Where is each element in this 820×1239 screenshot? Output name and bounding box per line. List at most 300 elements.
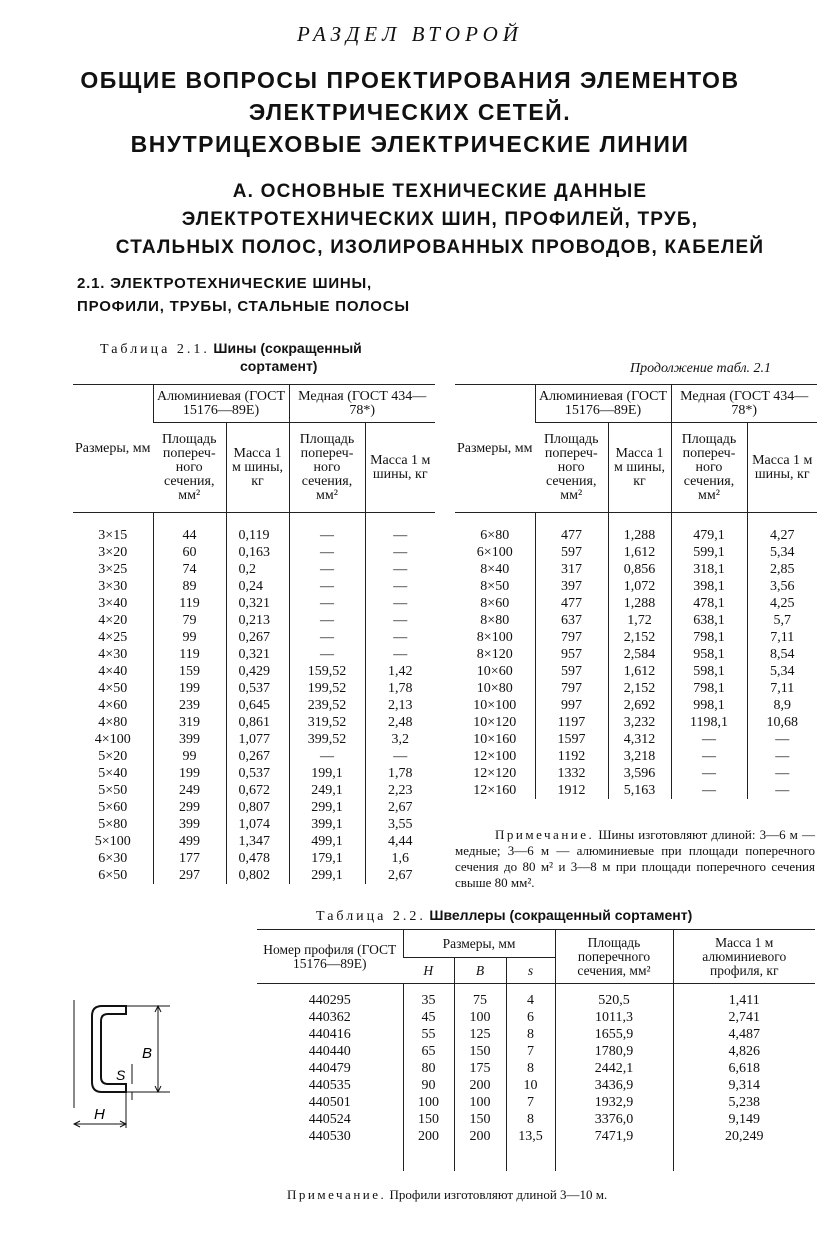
table-cell: 0,321 [226, 595, 289, 612]
table-cell: — [289, 748, 365, 765]
table-cell-spacer [365, 513, 435, 527]
table-cell: — [289, 646, 365, 663]
table-cell: 249,1 [289, 782, 365, 799]
table-cell: 100 [403, 1094, 454, 1111]
table-cell: 74 [153, 561, 226, 578]
table-cell: — [671, 748, 747, 765]
table-cell: 499,1 [289, 833, 365, 850]
table-cell: 399,1 [289, 816, 365, 833]
table-cell: 477 [535, 527, 608, 544]
table-cell: — [365, 578, 435, 595]
table-cell: 318,1 [671, 561, 747, 578]
table-cell-spacer [506, 1145, 555, 1171]
table-cell: 150 [403, 1111, 454, 1128]
table-cell: 0,478 [226, 850, 289, 867]
col-mass: Масса 1 м шины, кг [365, 423, 435, 513]
col-mass: Масса 1 м шины, кг [226, 423, 289, 513]
table-cell: 478,1 [671, 595, 747, 612]
table-row [455, 629, 817, 646]
table-cell: 199 [153, 765, 226, 782]
heading-line: ОБЩИЕ ВОПРОСЫ ПРОЕКТИРОВАНИЯ ЭЛЕМЕНТОВ [80, 67, 740, 93]
table-cell: 89 [153, 578, 226, 595]
table-cell: 399 [153, 731, 226, 748]
table-cell: 6×50 [98, 867, 128, 883]
table-cell: 6 [506, 1009, 555, 1026]
table-cell: 317 [535, 561, 608, 578]
table-cell: 100 [454, 1009, 506, 1026]
table-cell: 7 [506, 1094, 555, 1111]
table-cell: 0,807 [226, 799, 289, 816]
table-cell: 957 [535, 646, 608, 663]
table-cell: 797 [535, 680, 608, 697]
table-cell: 90 [403, 1077, 454, 1094]
table-cell: 0,537 [226, 680, 289, 697]
table-cell: 0,672 [226, 782, 289, 799]
col-s: s [506, 958, 555, 984]
table-cell: 299,1 [289, 799, 365, 816]
table-cell: 5×40 [98, 765, 128, 781]
table-cell: 0,645 [226, 697, 289, 714]
table-cell: — [289, 578, 365, 595]
table-cell-spacer [257, 1145, 403, 1171]
table-cell: 440479 [308, 1060, 351, 1076]
table-cell-spacer [673, 984, 815, 992]
table-row [257, 1077, 815, 1094]
table-cell: 1,288 [608, 595, 671, 612]
table-cell: 4,826 [673, 1043, 815, 1060]
table-cell: 35 [403, 992, 454, 1009]
table-cell: 399 [153, 816, 226, 833]
table-cell-spacer [506, 984, 555, 992]
table-cell: 1,347 [226, 833, 289, 850]
table1-continuation: Продолжение табл. 2.1 [630, 361, 772, 376]
table-cell: 200 [454, 1128, 506, 1145]
col-h: H [403, 958, 454, 984]
col-area: Площадь попереч- ного сечения, мм² [535, 423, 608, 513]
table-cell: 479,1 [671, 527, 747, 544]
table-cell: 3,2 [365, 731, 435, 748]
table-cell: 10×120 [473, 714, 517, 730]
table-cell: 159,52 [289, 663, 365, 680]
table-cell: 1198,1 [671, 714, 747, 731]
table1-caption-prefix: Таблица 2.1. [100, 342, 210, 357]
table-cell: — [747, 782, 817, 799]
table-cell: — [671, 782, 747, 799]
table-cell-spacer [555, 984, 673, 992]
table-cell: — [365, 629, 435, 646]
table-cell: — [365, 561, 435, 578]
table-cell: 1197 [535, 714, 608, 731]
col-mass: Масса 1 м шины, кг [608, 423, 671, 513]
table-cell-spacer [153, 513, 226, 527]
table-cell: 1,612 [608, 544, 671, 561]
table-row [257, 1094, 815, 1111]
table-cell: 150 [454, 1043, 506, 1060]
table-cell-spacer [403, 1145, 454, 1171]
table-cell: 199,1 [289, 765, 365, 782]
table-row [73, 850, 435, 867]
section-label: РАЗДЕЛ ВТОРОЙ [297, 22, 523, 46]
chapter-heading [0, 64, 820, 160]
table-cell: 440501 [308, 1094, 351, 1110]
table-cell: 12×120 [473, 765, 517, 781]
table-cell: 5×100 [94, 833, 131, 849]
col-group-al: Алюминиевая (ГОСТ 15176—89Е) [153, 385, 289, 423]
table-row [257, 1026, 815, 1043]
table-row [455, 731, 817, 748]
table-cell: 3×15 [98, 527, 128, 543]
table-cell: 8×80 [480, 612, 510, 628]
table-row [455, 680, 817, 697]
dimension-b-label: B [142, 1045, 153, 1062]
table-cell: 239,52 [289, 697, 365, 714]
heading-line: ВНУТРИЦЕХОВЫЕ ЭЛЕКТРИЧЕСКИЕ ЛИНИИ [130, 131, 690, 157]
table-cell-spacer [226, 513, 289, 527]
table-row [455, 544, 817, 561]
table1-caption-title: Шины (сокращенный [213, 340, 362, 356]
table-cell: 397 [535, 578, 608, 595]
table-cell: — [747, 748, 817, 765]
table-cell-spacer [673, 1145, 815, 1171]
table-cell: 9,314 [673, 1077, 815, 1094]
table-cell: 2,48 [365, 714, 435, 731]
table-cell: 2,692 [608, 697, 671, 714]
table-cell: 1,074 [226, 816, 289, 833]
table-cell: 637 [535, 612, 608, 629]
table-cell: — [671, 765, 747, 782]
table-cell: 4×80 [98, 714, 128, 730]
table-cell: 79 [153, 612, 226, 629]
table-row [455, 561, 817, 578]
table-cell: 1192 [535, 748, 608, 765]
table-cell: 199 [153, 680, 226, 697]
table-cell: 20,249 [673, 1128, 815, 1145]
table-cell: 177 [153, 850, 226, 867]
table-cell: 4,27 [747, 527, 817, 544]
col-area: Площадь поперечного сечения, мм² [555, 930, 673, 984]
table-row [455, 595, 817, 612]
table-cell: 5×20 [98, 748, 128, 764]
table-cell: 3,56 [747, 578, 817, 595]
table-cell: 8×120 [476, 646, 513, 662]
table-cell: 440416 [308, 1026, 351, 1042]
table-cell: 440295 [308, 992, 351, 1008]
subheading-line: А. ОСНОВНЫЕ ТЕХНИЧЕСКИЕ ДАННЫЕ [232, 181, 648, 202]
table-cell: 0,119 [226, 527, 289, 544]
table-cell: 997 [535, 697, 608, 714]
table2-caption-prefix: Таблица 2.2. [316, 909, 426, 924]
table1-caption [100, 340, 362, 376]
table-cell: 13,5 [506, 1128, 555, 1145]
table-row [73, 629, 435, 646]
table2-caption [316, 907, 692, 925]
table2 [257, 929, 815, 1171]
table-cell: 440362 [308, 1009, 351, 1025]
col-area: Площадь попереч- ного сечения, мм² [289, 423, 365, 513]
table2-note-text: Профили изготовляют длиной 3—10 м. [389, 1187, 608, 1202]
subheading-line: СТАЛЬНЫХ ПОЛОС, ИЗОЛИРОВАННЫХ ПРОВОДОВ, КАБЕЛЕЙ [115, 237, 765, 258]
table-cell: 6×80 [480, 527, 510, 543]
table-cell: 520,5 [555, 992, 673, 1009]
table-cell: 4×25 [98, 629, 128, 645]
table-row [73, 595, 435, 612]
table-cell: 99 [153, 629, 226, 646]
table-row [455, 714, 817, 731]
table-cell: 3×25 [98, 561, 128, 577]
table-cell: 0,163 [226, 544, 289, 561]
table-cell: 597 [535, 544, 608, 561]
table-cell: 179,1 [289, 850, 365, 867]
table-cell: 1932,9 [555, 1094, 673, 1111]
dimension-s-label: S [116, 1067, 126, 1083]
table-cell: 0,267 [226, 748, 289, 765]
table-cell: 4×20 [98, 612, 128, 628]
table-cell: 1,78 [365, 765, 435, 782]
table-cell: 12×100 [473, 748, 517, 764]
table-row [455, 782, 817, 799]
table-cell: — [289, 527, 365, 544]
table-cell: 55 [403, 1026, 454, 1043]
heading-line: ЭЛЕКТРИЧЕСКИХ СЕТЕЙ. [248, 99, 572, 125]
table-cell: 8 [506, 1060, 555, 1077]
table-cell: 798,1 [671, 629, 747, 646]
table-row [257, 1009, 815, 1026]
table-cell: 0,802 [226, 867, 289, 884]
table-cell: 7 [506, 1043, 555, 1060]
table-row [73, 833, 435, 850]
table-cell: 1597 [535, 731, 608, 748]
table-row [257, 1043, 815, 1060]
table-cell: 7,11 [747, 680, 817, 697]
table-cell: 8×100 [476, 629, 513, 645]
col-mass: Масса 1 м алюминиевого профиля, кг [673, 930, 815, 984]
table1-note [455, 827, 815, 891]
table-row [73, 527, 435, 544]
table-cell: 10×100 [473, 697, 517, 713]
table-cell: — [365, 646, 435, 663]
table-cell: — [289, 561, 365, 578]
table-cell: 100 [454, 1094, 506, 1111]
table-cell: 5,7 [747, 612, 817, 629]
table-row [257, 1128, 815, 1145]
table-row [73, 561, 435, 578]
table-cell: 798,1 [671, 680, 747, 697]
table-cell: 597 [535, 663, 608, 680]
table-row [73, 782, 435, 799]
table-cell: 4,44 [365, 833, 435, 850]
table-cell-spacer [535, 513, 608, 527]
table-row [455, 748, 817, 765]
table-cell: 0,861 [226, 714, 289, 731]
table-cell: 599,1 [671, 544, 747, 561]
table1-note-text: Шины изготовляют длиной: 3—6 м — медные; 3—6 м — алюминиевые при площади поперечного сечения до 80 м² и 3—8 м при площади поперечного сечения свыше 80 мм². [455, 827, 815, 890]
table-cell: 60 [153, 544, 226, 561]
table-cell: 1,288 [608, 527, 671, 544]
table-cell: — [365, 748, 435, 765]
table-cell-spacer [289, 513, 365, 527]
table-cell: 319,52 [289, 714, 365, 731]
table-cell: 1,072 [608, 578, 671, 595]
table-cell: 125 [454, 1026, 506, 1043]
table-cell: 5,34 [747, 544, 817, 561]
table1-left [73, 384, 435, 884]
table-cell: 175 [454, 1060, 506, 1077]
table-cell-spacer [555, 1145, 673, 1171]
table-cell: 1,6 [365, 850, 435, 867]
table-cell: 4×30 [98, 646, 128, 662]
table-row [455, 578, 817, 595]
table-cell: 0,429 [226, 663, 289, 680]
table-cell: 3376,0 [555, 1111, 673, 1128]
table-cell: 319 [153, 714, 226, 731]
table-cell: 440535 [308, 1077, 351, 1093]
col-size: Размеры, мм [73, 385, 153, 513]
table-cell: 10×60 [476, 663, 513, 679]
table-cell: 299,1 [289, 867, 365, 884]
table-cell: 8×50 [480, 578, 510, 594]
table-cell: 8,54 [747, 646, 817, 663]
table-cell: 499 [153, 833, 226, 850]
table-cell: 440530 [308, 1128, 351, 1144]
table-cell: 45 [403, 1009, 454, 1026]
table-row [73, 578, 435, 595]
table-cell: 958,1 [671, 646, 747, 663]
table-cell: 638,1 [671, 612, 747, 629]
table-cell: 200 [454, 1077, 506, 1094]
table-cell: 1,42 [365, 663, 435, 680]
table-row [73, 646, 435, 663]
table-cell: — [365, 527, 435, 544]
table-cell: 440524 [308, 1111, 351, 1127]
table2-body [257, 984, 815, 1171]
table-row [257, 992, 815, 1009]
subsection-line: 2.1. ЭЛЕКТРОТЕХНИЧЕСКИЕ ШИНЫ, [77, 275, 372, 292]
table1-right-body [455, 513, 817, 799]
table-cell-spacer [454, 984, 506, 992]
table-cell: 6,618 [673, 1060, 815, 1077]
table-cell-spacer [455, 513, 535, 527]
table-row [73, 680, 435, 697]
table-cell: 80 [403, 1060, 454, 1077]
table-cell: 5,238 [673, 1094, 815, 1111]
table2-note [287, 1187, 607, 1203]
table-cell-spacer [454, 1145, 506, 1171]
table-row [73, 612, 435, 629]
subsection-line: ПРОФИЛИ, ТРУБЫ, СТАЛЬНЫЕ ПОЛОСЫ [77, 298, 410, 315]
table-cell: 8×40 [480, 561, 510, 577]
table-row [73, 867, 435, 884]
table-cell: 3,232 [608, 714, 671, 731]
table-cell: 1,612 [608, 663, 671, 680]
table1-caption-title-2: сортамент) [240, 358, 318, 374]
table-row [73, 816, 435, 833]
table-cell: 99 [153, 748, 226, 765]
table-cell: 3,218 [608, 748, 671, 765]
table-cell: 4×50 [98, 680, 128, 696]
table-cell: 2,584 [608, 646, 671, 663]
table-cell: 998,1 [671, 697, 747, 714]
table-cell: 297 [153, 867, 226, 884]
table-cell: 200 [403, 1128, 454, 1145]
table1-right [455, 384, 817, 799]
table-row [73, 697, 435, 714]
table-row [455, 527, 817, 544]
table-cell: 239 [153, 697, 226, 714]
table-cell: 0,537 [226, 765, 289, 782]
table-cell: 2,152 [608, 629, 671, 646]
table-cell: 4×40 [98, 663, 128, 679]
table-cell: — [365, 612, 435, 629]
table-cell: 8,9 [747, 697, 817, 714]
table-cell: 2,152 [608, 680, 671, 697]
table-cell: 10,68 [747, 714, 817, 731]
table2-note-label: Примечание. [287, 1187, 387, 1202]
table1-note-label: Примечание. [495, 827, 595, 842]
col-size: Размеры, мм [455, 385, 535, 513]
table-cell: 398,1 [671, 578, 747, 595]
table-cell: 598,1 [671, 663, 747, 680]
table-cell: — [747, 731, 817, 748]
table-cell: 4,25 [747, 595, 817, 612]
table-cell: 10×160 [473, 731, 517, 747]
table-cell: 440440 [308, 1043, 351, 1059]
col-mass: Масса 1 м шины, кг [747, 423, 817, 513]
table-cell-spacer [73, 513, 153, 527]
col-group-al: Алюминиевая (ГОСТ 15176—89Е) [535, 385, 671, 423]
table-row [73, 714, 435, 731]
table-row [73, 731, 435, 748]
table-cell: 6×100 [476, 544, 513, 560]
table-cell: — [289, 612, 365, 629]
table-cell: 5×60 [98, 799, 128, 815]
table-cell: 10×80 [476, 680, 513, 696]
table-cell: — [747, 765, 817, 782]
table-cell-spacer [747, 513, 817, 527]
table-cell: 7,11 [747, 629, 817, 646]
table-cell: 150 [454, 1111, 506, 1128]
table-cell: 1,411 [673, 992, 815, 1009]
table-cell: 477 [535, 595, 608, 612]
table-row [257, 1111, 815, 1128]
table-cell: 119 [153, 595, 226, 612]
table-cell: 0,856 [608, 561, 671, 578]
table-cell: — [289, 595, 365, 612]
col-group-cu: Медная (ГОСТ 434—78*) [289, 385, 435, 423]
table-cell-spacer [608, 513, 671, 527]
table-row [73, 544, 435, 561]
table-cell: 0,24 [226, 578, 289, 595]
table-cell: 8 [506, 1111, 555, 1128]
table-row [257, 1060, 815, 1077]
table-cell: 159 [153, 663, 226, 680]
table-cell: 5,163 [608, 782, 671, 799]
table-cell: 3,596 [608, 765, 671, 782]
table-cell: 3×30 [98, 578, 128, 594]
table-cell: 4×100 [94, 731, 131, 747]
table-cell: 3436,9 [555, 1077, 673, 1094]
table-cell: 65 [403, 1043, 454, 1060]
subsection-heading [77, 272, 410, 318]
col-group-cu: Медная (ГОСТ 434—78*) [671, 385, 817, 423]
table-cell: 4×60 [98, 697, 128, 713]
table-cell: 1,077 [226, 731, 289, 748]
table-cell: 3,55 [365, 816, 435, 833]
table-cell: 2,741 [673, 1009, 815, 1026]
table-cell: 3×40 [98, 595, 128, 611]
table-row [73, 765, 435, 782]
table-cell: 9,149 [673, 1111, 815, 1128]
table-cell: 1780,9 [555, 1043, 673, 1060]
